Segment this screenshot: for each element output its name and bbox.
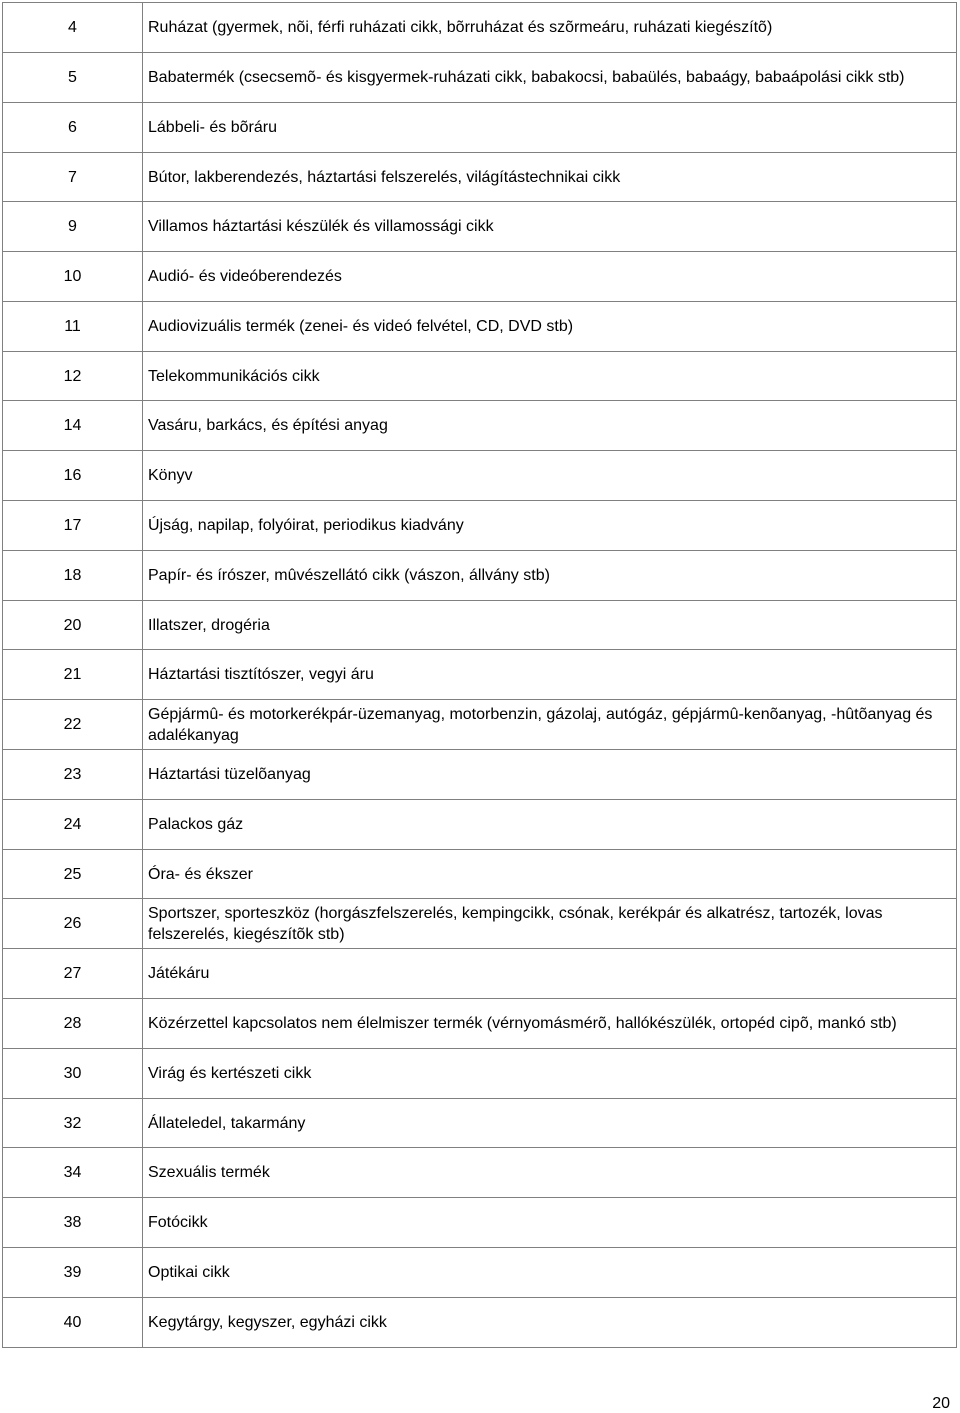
- category-code: 4: [3, 3, 143, 53]
- category-code: 40: [3, 1298, 143, 1348]
- table-row: [3, 999, 957, 1049]
- category-description: Illatszer, drogéria: [143, 601, 957, 650]
- category-code: 7: [3, 153, 143, 202]
- category-description: Optikai cikk: [143, 1248, 957, 1298]
- category-description: Fotócikk: [143, 1198, 957, 1248]
- category-code: 32: [3, 1099, 143, 1148]
- category-description: Virág és kertészeti cikk: [143, 1049, 957, 1099]
- table-row: [3, 800, 957, 850]
- category-description: Audió- és videóberendezés: [143, 252, 957, 302]
- table-row: [3, 1248, 957, 1298]
- category-description: Ruházat (gyermek, nõi, férfi ruházati cikk, bõrruházat és szõrmeáru, ruházati kiegészítõ): [143, 3, 957, 53]
- category-description: Játékáru: [143, 949, 957, 999]
- category-code: 14: [3, 401, 143, 451]
- table-row: [3, 949, 957, 999]
- category-description: Háztartási tisztítószer, vegyi áru: [143, 650, 957, 700]
- table-row: [3, 750, 957, 800]
- table-row: [3, 451, 957, 501]
- table-row: [3, 252, 957, 302]
- category-description: Újság, napilap, folyóirat, periodikus kiadvány: [143, 501, 957, 551]
- table-row: [3, 153, 957, 202]
- category-code: 24: [3, 800, 143, 850]
- table-row: [3, 1148, 957, 1198]
- table-row: [3, 1298, 957, 1348]
- category-code: 34: [3, 1148, 143, 1198]
- category-description: Audiovizuális termék (zenei- és videó felvétel, CD, DVD stb): [143, 302, 957, 352]
- category-description: Palackos gáz: [143, 800, 957, 850]
- category-description: Telekommunikációs cikk: [143, 352, 957, 401]
- category-description: Bútor, lakberendezés, háztartási felszerelés, világítástechnikai cikk: [143, 153, 957, 202]
- category-description: Sportszer, sporteszköz (horgászfelszerelés, kempingcikk, csónak, kerékpár és alkatrész, tartozék, lovas felszerelés, kiegészítõk stb): [143, 899, 957, 949]
- category-description: Vasáru, barkács, és építési anyag: [143, 401, 957, 451]
- table-row: [3, 601, 957, 650]
- category-description: Lábbeli- és bõráru: [143, 103, 957, 153]
- table-row: [3, 103, 957, 153]
- category-code: 10: [3, 252, 143, 302]
- category-description: Papír- és írószer, mûvészellátó cikk (vászon, állvány stb): [143, 551, 957, 601]
- table-row: [3, 53, 957, 103]
- category-code: 5: [3, 53, 143, 103]
- category-description: Babatermék (csecsemõ- és kisgyermek-ruházati cikk, babakocsi, babaülés, babaágy, babaápolási cikk stb): [143, 53, 957, 103]
- category-code: 12: [3, 352, 143, 401]
- category-code: 28: [3, 999, 143, 1049]
- category-code: 9: [3, 202, 143, 252]
- table-row: [3, 899, 957, 949]
- category-description: Háztartási tüzelõanyag: [143, 750, 957, 800]
- table-row: [3, 401, 957, 451]
- table-row: [3, 700, 957, 750]
- category-code: 38: [3, 1198, 143, 1248]
- category-description: Kegytárgy, kegyszer, egyházi cikk: [143, 1298, 957, 1348]
- category-description: Gépjármû- és motorkerékpár-üzemanyag, motorbenzin, gázolaj, autógáz, gépjármû-kenõanyag, -hûtõanyag és adalékanyag: [143, 700, 957, 750]
- table-row: [3, 352, 957, 401]
- category-code: 25: [3, 850, 143, 899]
- table-row: [3, 202, 957, 252]
- page-number: 20: [932, 1395, 950, 1412]
- category-code: 30: [3, 1049, 143, 1099]
- category-code: 20: [3, 601, 143, 650]
- table-row: [3, 551, 957, 601]
- table-row: [3, 1198, 957, 1248]
- category-description: Szexuális termék: [143, 1148, 957, 1198]
- category-code: 11: [3, 302, 143, 352]
- category-code: 6: [3, 103, 143, 153]
- table-row: [3, 3, 957, 53]
- category-description: Villamos háztartási készülék és villamossági cikk: [143, 202, 957, 252]
- category-description: Közérzettel kapcsolatos nem élelmiszer termék (vérnyomásmérõ, hallókészülék, ortopéd cipõ, mankó stb): [143, 999, 957, 1049]
- table-row: [3, 1049, 957, 1099]
- category-code: 26: [3, 899, 143, 949]
- category-code: 17: [3, 501, 143, 551]
- product-category-table: [2, 2, 957, 1348]
- category-code: 18: [3, 551, 143, 601]
- category-description: Könyv: [143, 451, 957, 501]
- table-row: [3, 302, 957, 352]
- table-row: [3, 1099, 957, 1148]
- table-row: [3, 650, 957, 700]
- table-row: [3, 501, 957, 551]
- category-code: 16: [3, 451, 143, 501]
- category-code: 27: [3, 949, 143, 999]
- category-description: Állateledel, takarmány: [143, 1099, 957, 1148]
- category-code: 23: [3, 750, 143, 800]
- category-code: 21: [3, 650, 143, 700]
- category-code: 22: [3, 700, 143, 750]
- category-description: Óra- és ékszer: [143, 850, 957, 899]
- category-code: 39: [3, 1248, 143, 1298]
- table-row: [3, 850, 957, 899]
